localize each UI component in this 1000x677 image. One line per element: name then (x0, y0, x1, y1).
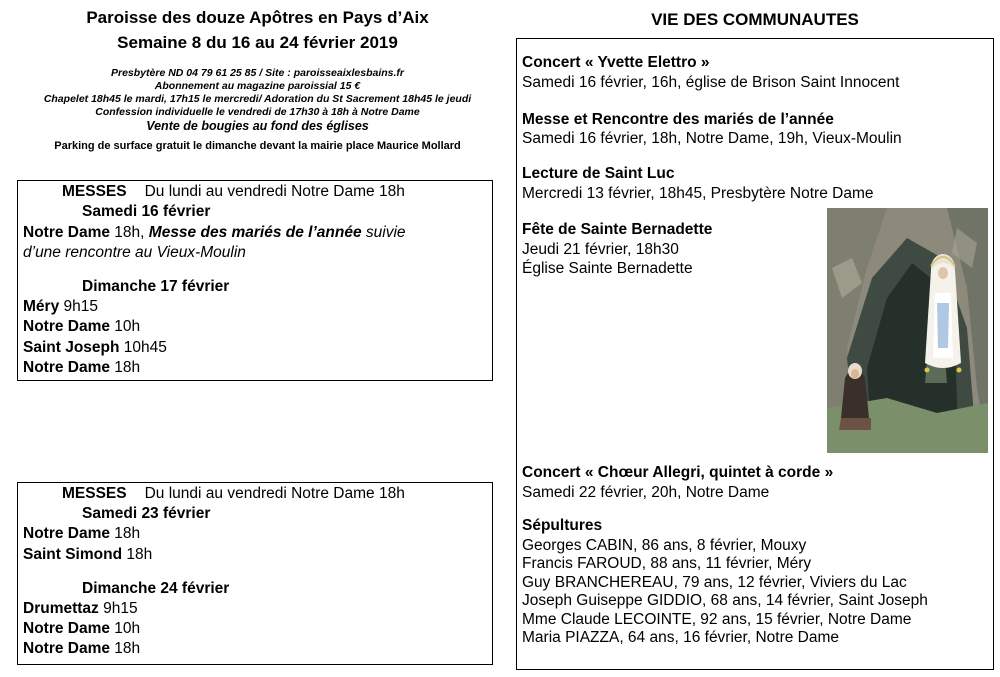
parish-title: Paroisse des douze Apôtres en Pays d’Aix (86, 8, 429, 27)
place-name: Saint Joseph (23, 339, 120, 356)
week2-sunday-item (23, 599, 138, 619)
messes-weekday: Du lundi au vendredi Notre Dame 18h (144, 485, 405, 502)
messes-label: MESSES (62, 183, 127, 200)
event-title: Fête de Sainte Bernadette (522, 221, 713, 238)
info-line-chapelet: Chapelet 18h45 le mardi, 17h15 le mercredi/ Adoration du St Sacrement 18h45 le jeudi (43, 93, 472, 105)
week2-sunday-item (23, 619, 140, 639)
info-line-confession: Confession individuelle le vendredi de 17h30 à 18h à Notre Dame (95, 106, 420, 118)
mass-time: 18h (110, 640, 141, 657)
community-heading: VIE DES COMMUNAUTES (651, 10, 859, 29)
place-name: Notre Dame (23, 620, 110, 637)
week2-saturday-title: Samedi 23 février (82, 505, 211, 522)
place-name: Notre Dame (23, 224, 110, 241)
burial-entry: Maria PIAZZA, 64 ans, 16 février, Notre Dame (522, 629, 840, 646)
burial-entry: Guy BRANCHEREAU, 79 ans, 12 février, Viviers du Lac (522, 574, 907, 591)
info-line-vente: Vente de bougies au fond des églises (146, 119, 369, 133)
burial-entry: Georges CABIN, 86 ans, 8 février, Mouxy (522, 537, 807, 554)
week2-sunday-title: Dimanche 24 février (82, 580, 230, 597)
mass-time: 18h (122, 546, 153, 563)
burial-entry: Francis FAROUD, 88 ans, 11 février, Méry (522, 555, 812, 572)
messes-weekday: Du lundi au vendredi Notre Dame 18h (144, 183, 405, 200)
info-line-magazine: Abonnement au magazine paroissial 15 € (154, 80, 361, 92)
event-name: Messe des mariés de l’année (148, 224, 362, 241)
event-detail: Samedi 16 février, 18h, Notre Dame, 19h, Vieux-Moulin (522, 130, 902, 147)
week2-sunday-item (23, 639, 140, 659)
event-detail: Samedi 22 février, 20h, Notre Dame (522, 484, 770, 501)
mass-time: 10h (110, 620, 141, 637)
mass-time: 9h15 (98, 600, 138, 617)
mass-time: 18h (110, 359, 141, 376)
mass-time: 10h45 (119, 339, 167, 356)
place-name: Méry (23, 298, 60, 315)
week1-sunday-title: Dimanche 17 février (82, 278, 230, 295)
event-suffix: suivie (361, 224, 406, 241)
week1-saturday-line (23, 223, 406, 243)
mass-time: 18h, (110, 224, 149, 241)
week1-saturday-title: Samedi 16 février (82, 203, 211, 220)
place-name: Drumettaz (23, 600, 99, 617)
event-title: Lecture de Saint Luc (522, 165, 675, 182)
week1-sunday-item (23, 317, 140, 337)
week2-saturday-item (23, 545, 152, 565)
week2-messes-line (62, 484, 405, 504)
info-line-parking: Parking de surface gratuit le dimanche devant la mairie place Maurice Mollard (54, 140, 461, 152)
info-line-phone: Presbytère ND 04 79 61 25 85 / Site : paroisseaixlesbains.fr (111, 67, 404, 79)
mass-time: 10h (110, 318, 141, 335)
event-detail: Samedi 16 février, 16h, église de Brison Saint Innocent (522, 74, 900, 91)
week1-sunday-item (23, 358, 140, 378)
lourdes-grotto-image (827, 208, 988, 453)
event-detail: Mercredi 13 février, 18h45, Presbytère Notre Dame (522, 185, 874, 202)
burial-entry: Mme Claude LECOINTE, 92 ans, 15 février, Notre Dame (522, 611, 912, 628)
week2-saturday-item (23, 524, 140, 544)
grotto-illustration (827, 208, 988, 453)
week-subtitle: Semaine 8 du 16 au 24 février 2019 (117, 33, 398, 52)
event-title: Concert « Chœur Allegri, quintet à corde » (522, 464, 834, 481)
place-name: Notre Dame (23, 318, 110, 335)
messes-label: MESSES (62, 485, 127, 502)
burial-entry: Joseph Guiseppe GIDDIO, 68 ans, 14 février, Saint Joseph (522, 592, 928, 609)
place-name: Notre Dame (23, 525, 110, 542)
week1-saturday-line2: d’une rencontre au Vieux-Moulin (23, 244, 246, 261)
burials-title: Sépultures (522, 517, 603, 534)
mass-time: 9h15 (59, 298, 98, 315)
place-name: Notre Dame (23, 640, 110, 657)
event-title: Concert « Yvette Elettro » (522, 54, 710, 71)
week1-messes-line (62, 182, 405, 202)
week1-sunday-item (23, 338, 167, 358)
week1-sunday-item (23, 297, 98, 317)
event-detail: Église Sainte Bernadette (522, 260, 693, 277)
mass-time: 18h (110, 525, 141, 542)
place-name: Saint Simond (23, 546, 123, 563)
place-name: Notre Dame (23, 359, 110, 376)
event-title: Messe et Rencontre des mariés de l’année (522, 111, 834, 128)
event-detail: Jeudi 21 février, 18h30 (522, 241, 679, 258)
